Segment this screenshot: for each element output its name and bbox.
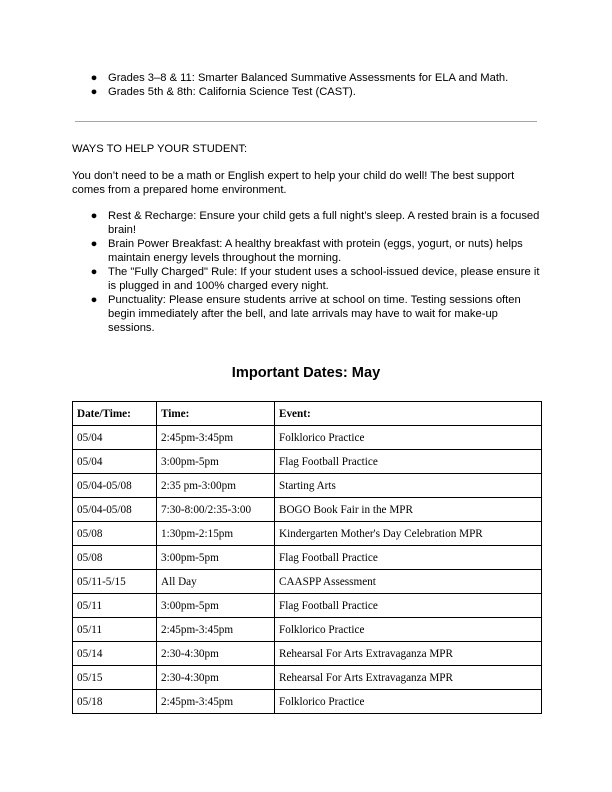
tips-list	[72, 209, 542, 335]
event-cell: Kindergarten Mother's Day Celebration MPR	[275, 522, 542, 546]
bullet-icon: ●	[90, 86, 98, 98]
list-item	[72, 265, 542, 293]
table-row	[73, 546, 542, 570]
horizontal-divider	[75, 121, 537, 122]
date-cell: 05/04	[73, 450, 157, 474]
event-cell: Flag Football Practice	[275, 594, 542, 618]
time-cell: 2:45pm-3:45pm	[157, 618, 275, 642]
column-header-date: Date/Time:	[73, 402, 157, 426]
list-item-text: Brain Power Breakfast: A healthy breakfast with protein (eggs, yogurt, or nuts) helps maintain energy levels throughout the morning.	[108, 238, 523, 264]
date-cell: 05/08	[73, 522, 157, 546]
date-cell: 05/04-05/08	[73, 474, 157, 498]
time-cell: 2:45pm-3:45pm	[157, 426, 275, 450]
date-cell: 05/11-5/15	[73, 570, 157, 594]
table-title: Important Dates: May	[231, 365, 381, 381]
event-cell: CAASPP Assessment	[275, 570, 542, 594]
date-cell: 05/14	[73, 642, 157, 666]
time-cell: 2:30-4:30pm	[157, 666, 275, 690]
list-item	[72, 209, 542, 237]
table-row	[73, 618, 542, 642]
event-cell: Rehearsal For Arts Extravaganza MPR	[275, 666, 542, 690]
date-cell: 05/04	[73, 426, 157, 450]
time-cell: 2:35 pm-3:00pm	[157, 474, 275, 498]
event-cell: Rehearsal For Arts Extravaganza MPR	[275, 642, 542, 666]
time-cell: All Day	[157, 570, 275, 594]
event-cell: Folklorico Practice	[275, 690, 542, 714]
list-item	[72, 237, 542, 265]
list-item-text: Rest & Recharge: Ensure your child gets a full night’s sleep. A rested brain is a focused brain!	[108, 210, 540, 236]
bullet-icon: ●	[90, 238, 98, 250]
table-header-row	[73, 402, 542, 426]
table-row	[73, 426, 542, 450]
table-row	[73, 666, 542, 690]
bullet-icon: ●	[90, 266, 98, 278]
column-header-time: Time:	[157, 402, 275, 426]
list-item-text: The "Fully Charged" Rule: If your student uses a school-issued device, please ensure it is plugged in and 100% charged every night.	[108, 266, 540, 292]
table-row	[73, 690, 542, 714]
time-cell: 3:00pm-5pm	[157, 546, 275, 570]
date-cell: 05/18	[73, 690, 157, 714]
event-cell: BOGO Book Fair in the MPR	[275, 498, 542, 522]
section-heading: WAYS TO HELP YOUR STUDENT:	[72, 143, 248, 155]
list-item-text: Grades 5th & 8th: California Science Test (CAST).	[108, 86, 356, 98]
bullet-icon: ●	[90, 294, 98, 306]
event-cell: Folklorico Practice	[275, 426, 542, 450]
column-header-event: Event:	[275, 402, 542, 426]
list-item	[72, 71, 542, 85]
time-cell: 2:30-4:30pm	[157, 642, 275, 666]
table-row	[73, 474, 542, 498]
important-dates-table	[72, 401, 542, 714]
intro-paragraph: You don’t need to be a math or English expert to help your child do well! The best support comes from a prepared home environment.	[72, 170, 515, 196]
bullet-icon: ●	[90, 72, 98, 84]
table-row	[73, 450, 542, 474]
list-item-text: Grades 3–8 & 11: Smarter Balanced Summative Assessments for ELA and Math.	[108, 72, 509, 84]
list-item-text: Punctuality: Please ensure students arrive at school on time. Testing sessions often begin immediately after the bell, and late arrivals may have to wait for make-up sessions.	[108, 294, 521, 334]
testing-list	[72, 71, 542, 99]
time-cell: 3:00pm-5pm	[157, 450, 275, 474]
table-row	[73, 570, 542, 594]
table-row	[73, 498, 542, 522]
date-cell: 05/08	[73, 546, 157, 570]
time-cell: 3:00pm-5pm	[157, 594, 275, 618]
event-cell: Starting Arts	[275, 474, 542, 498]
list-item	[72, 85, 542, 99]
table-row	[73, 642, 542, 666]
date-cell: 05/11	[73, 594, 157, 618]
date-cell: 05/04-05/08	[73, 498, 157, 522]
bullet-icon: ●	[90, 210, 98, 222]
time-cell: 7:30-8:00/2:35-3:00	[157, 498, 275, 522]
event-cell: Flag Football Practice	[275, 546, 542, 570]
time-cell: 2:45pm-3:45pm	[157, 690, 275, 714]
event-cell: Folklorico Practice	[275, 618, 542, 642]
date-cell: 05/11	[73, 618, 157, 642]
table-row	[73, 522, 542, 546]
event-cell: Flag Football Practice	[275, 450, 542, 474]
time-cell: 1:30pm-2:15pm	[157, 522, 275, 546]
date-cell: 05/15	[73, 666, 157, 690]
table-row	[73, 594, 542, 618]
list-item	[72, 293, 542, 335]
